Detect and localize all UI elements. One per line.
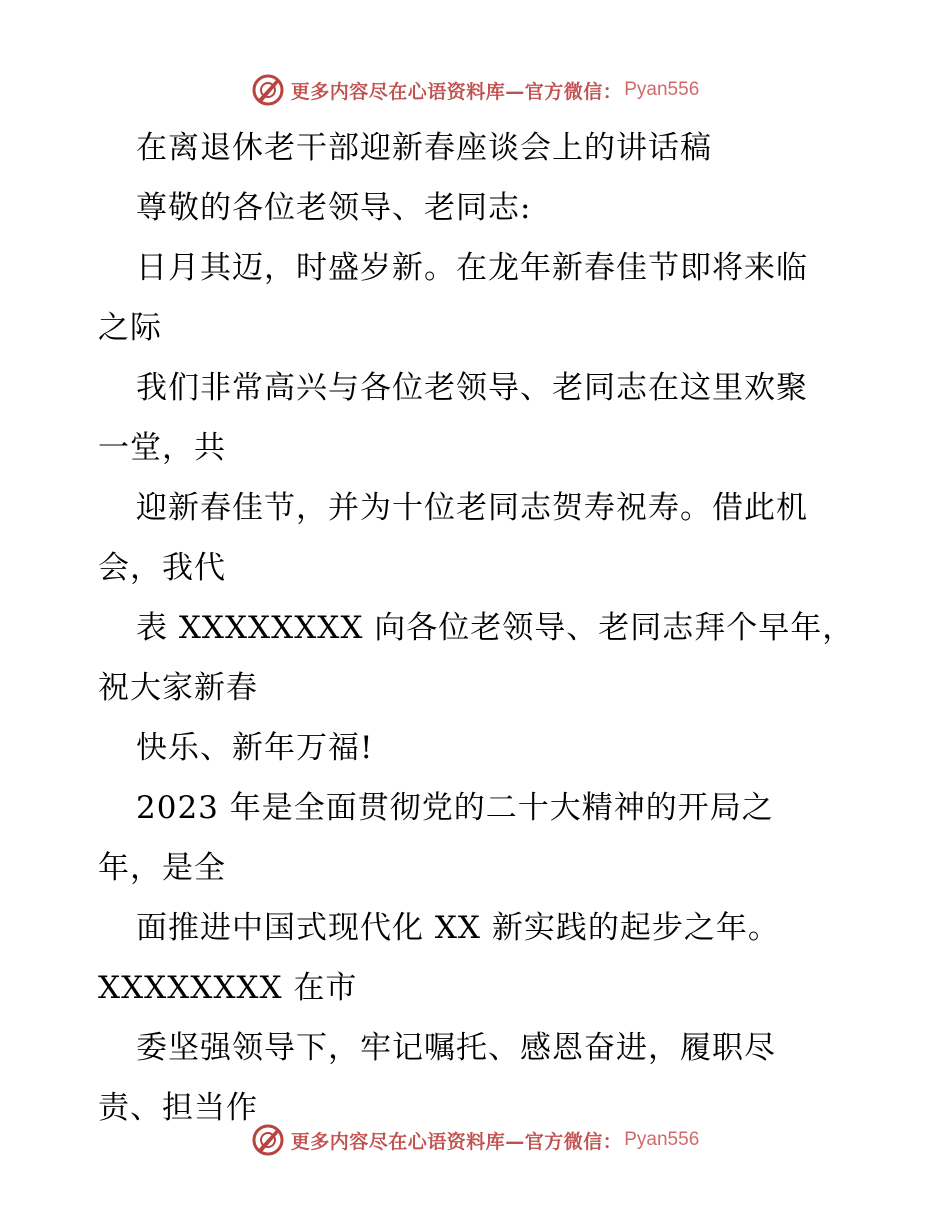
banner-text: 更多内容尽在心语资料库—官方微信：	[290, 1130, 623, 1153]
paragraph-line: 责、担当作	[98, 1090, 258, 1126]
paragraph-line: 一堂，共	[98, 430, 226, 466]
quill-logo-icon	[251, 1123, 285, 1157]
banner-wechat-handle: Pyan556	[624, 79, 700, 100]
quill-logo-icon	[251, 73, 285, 107]
paragraph-line: 委坚强领导下，牢记嘱托、感恩奋进，履职尽	[136, 1030, 776, 1066]
paragraph-line: 日月其迈，时盛岁新。在龙年新春佳节即将来临	[136, 250, 808, 286]
paragraph-line: 面推进中国式现代化 XX 新实践的起步之年。	[136, 910, 780, 946]
header-banner	[0, 70, 950, 110]
paragraph-line: 年，是全	[98, 850, 226, 886]
banner-wechat-handle: Pyan556	[624, 1129, 700, 1150]
paragraph-line: 表 XXXXXXXX 向各位老领导、老同志拜个早年，	[136, 610, 855, 646]
paragraph-line: 之际	[98, 310, 162, 346]
document-body	[98, 118, 858, 1138]
footer-banner	[0, 1120, 950, 1160]
paragraph-line: XXXXXXXX 在市	[98, 970, 358, 1006]
paragraph-line: 会，我代	[98, 550, 226, 586]
paragraph-line: 2023 年是全面贯彻党的二十大精神的开局之	[136, 790, 774, 826]
paragraph-line: 迎新春佳节，并为十位老同志贺寿祝寿。借此机	[136, 490, 808, 526]
paragraph-line: 快乐、新年万福!	[136, 730, 374, 766]
paragraph-line: 我们非常高兴与各位老领导、老同志在这里欢聚	[136, 370, 808, 406]
document-title: 在离退休老干部迎新春座谈会上的讲话稿	[136, 130, 712, 166]
banner-text: 更多内容尽在心语资料库—官方微信：	[290, 80, 623, 103]
salutation: 尊敬的各位老领导、老同志:	[136, 190, 532, 226]
paragraph-line: 祝大家新春	[98, 670, 258, 706]
